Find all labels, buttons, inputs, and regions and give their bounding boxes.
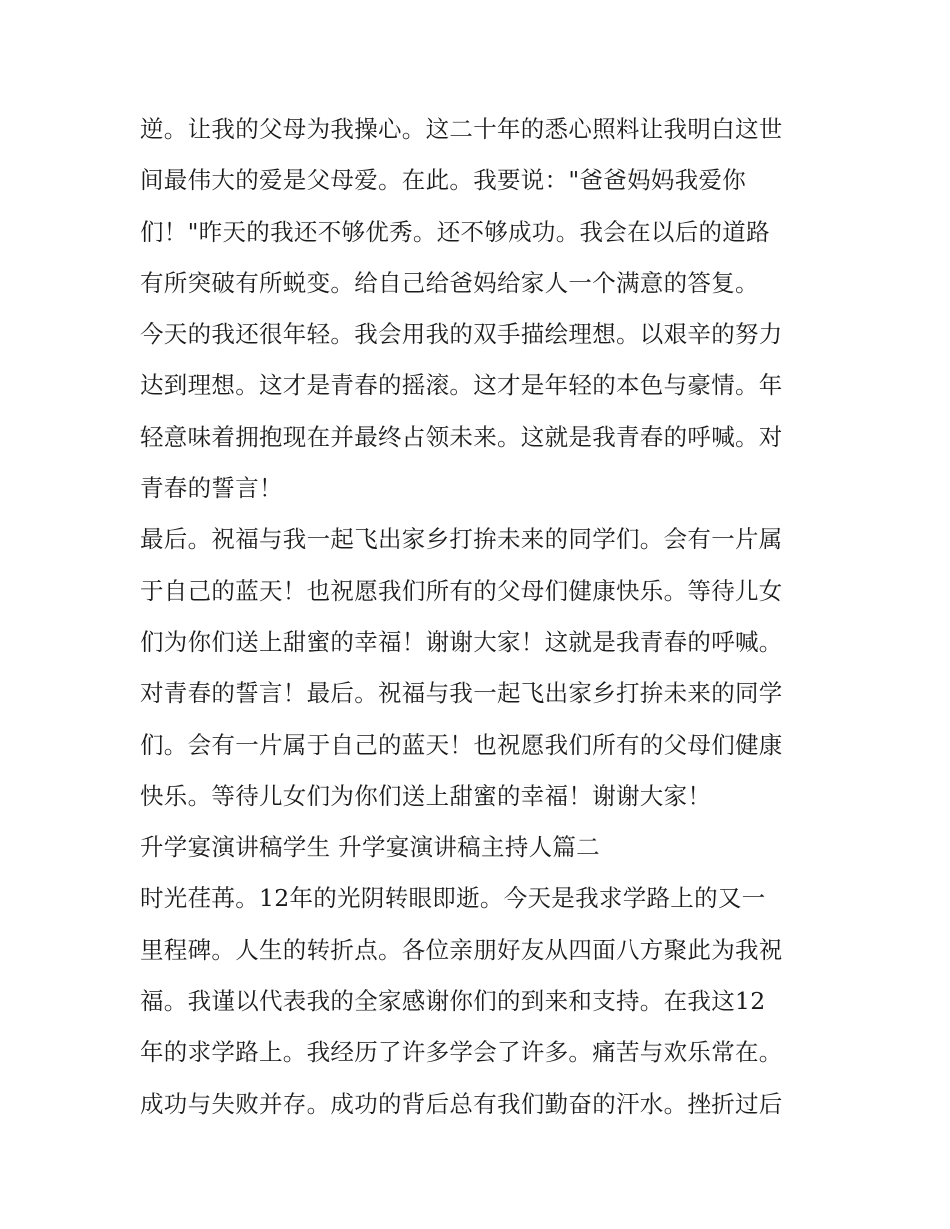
text-line: 们。会有一片属于自己的蓝天！也祝愿我们所有的父母们健康 xyxy=(140,730,783,759)
text-line: 轻意味着拥抱现在并最终占领未来。这就是我青春的呼喊。对 xyxy=(140,422,783,451)
section-heading: 升学宴演讲稿学生 升学宴演讲稿主持人篇二 xyxy=(140,833,600,862)
text-line: 今天的我还很年轻。我会用我的双手描绘理想。以艰辛的努力 xyxy=(140,320,783,349)
document-body xyxy=(140,104,820,1130)
text-line: 于自己的蓝天！也祝愿我们所有的父母们健康快乐。等待儿女 xyxy=(140,576,783,605)
text-line: 福。我谨以代表我的全家感谢你们的到来和支持。在我这12 xyxy=(140,987,766,1016)
text-line: 逆。让我的父母为我操心。这二十年的悉心照料让我明白这世 xyxy=(140,115,783,143)
text-line: 们为你们送上甜蜜的幸福！谢谢大家！这就是我青春的呼喊。 xyxy=(140,627,783,656)
text-line: 快乐。等待儿女们为你们送上甜蜜的幸福！谢谢大家！ xyxy=(140,781,712,810)
text-line: 有所突破有所蜕变。给自己给爸妈给家人一个满意的答复。 xyxy=(140,268,759,297)
text-line: 里程碑。人生的转折点。各位亲朋好友从四面八方聚此为我祝 xyxy=(140,935,783,964)
text-line: 对青春的誓言！最后。祝福与我一起飞出家乡打拚未来的同学 xyxy=(140,679,783,708)
text-line: 时光荏苒。12年的光阴转眼即逝。今天是我求学路上的又一 xyxy=(140,884,766,913)
text-line: 最后。祝福与我一起飞出家乡打拚未来的同学们。会有一片属 xyxy=(140,525,783,554)
text-line: 达到理想。这才是青春的摇滚。这才是年轻的本色与豪情。年 xyxy=(140,371,783,400)
text-line: 成功与失败并存。成功的背后总有我们勤奋的汗水。挫折过后 xyxy=(140,1089,783,1118)
text-line: 青春的誓言！ xyxy=(140,474,283,503)
text-line: 间最伟大的爱是父母爱。在此。我要说："爸爸妈妈我爱你 xyxy=(140,166,747,195)
text-line: 年的求学路上。我经历了许多学会了许多。痛苦与欢乐常在。 xyxy=(140,1038,783,1067)
text-line: 们！"昨天的我还不够优秀。还不够成功。我会在以后的道路 xyxy=(140,217,770,246)
